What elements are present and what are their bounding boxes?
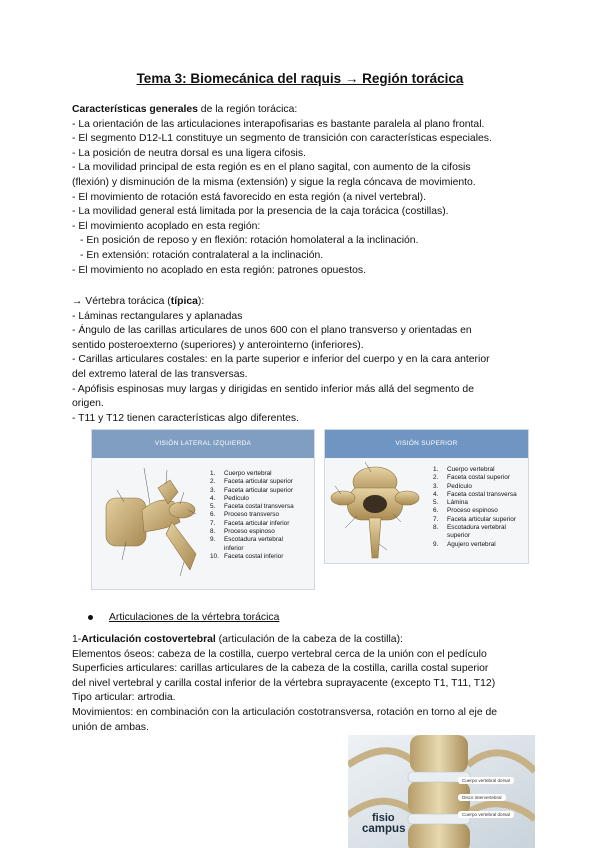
photo-label: Cuerpo vertebral dorsal [458,811,514,818]
vertebra-line: - Láminas rectangulares y aplanadas [72,310,243,322]
vertebra-heading-bold: típica [170,296,198,307]
vertebra-line: sentido posteroexterno (superiores) y anterointerno (inferiores). [72,339,364,351]
costovertebral-line: Tipo articular: artrodia. [72,692,176,704]
legend-item: 8. Escotadura vertebral [433,524,506,532]
general-line: - La movilidad principal de esta región es en el plano sagital, con aumento de la cifosis [72,162,471,174]
spine-photo [348,735,535,848]
general-heading [72,103,532,118]
legend-item: 1. Cuerpo vertebral [210,470,272,477]
costovertebral-heading: 1-Articulación costovertebral (articulación de la cabeza de la costilla): [72,634,403,645]
general-subline: - En extensión: rotación contralateral a la inclinación. [80,249,324,261]
general-subline: - En posición de reposo y en flexión: rotación homolateral a la inclinación. [80,235,419,247]
figure-superior-header: VISIÓN SUPERIOR [325,430,528,458]
general-section [72,103,532,278]
legend-item: 8. Proceso espinoso [210,528,275,536]
vertebra-heading-post: ): [197,296,205,307]
vertebra-line: - Ángulo de las carillas articulares de unos 600 con el plano transverso y orientadas en [72,325,472,337]
legend-item: 7. Faceta articular superior [433,515,516,523]
joints-bullet-text: Articulaciones de la vértebra torácica [109,612,280,623]
vertebra-line: del extremo lateral de las transversas. [72,368,248,380]
general-line: - El segmento D12-L1 constituye un segmento de transición con características especiales. [72,133,492,145]
legend-item: 5. Lámina [433,499,468,507]
costovertebral-section [72,633,534,735]
figure-lateral-view [91,429,315,590]
general-line: - El movimiento acoplado en esta región: [72,220,261,232]
legend-item: 1. Cuerpo vertebral [433,466,495,473]
photo-label: Disco intervertebral [458,794,506,801]
superior-legend [433,466,517,549]
legend-item: 10. Faceta costal inferior [210,552,284,560]
legend-item: 4. Faceta costal transversa [433,490,517,498]
general-heading-bold: Características generales [72,104,198,115]
general-line: - La movilidad general está limitada por la presencia de la caja torácica (costillas). [72,206,449,218]
legend-item: 6. Proceso espinoso [433,507,498,515]
general-line: - El movimiento de rotación está favorecido en esta región (a nivel vertebral). [72,191,427,203]
photo-label: Cuerpo vertebral dorsal [458,777,514,784]
costovertebral-heading-bold: Articulación costovertebral [81,634,216,645]
legend-item: 7. Faceta articular inferior [210,519,290,527]
joints-bullet [88,612,279,623]
legend-item: superior [447,532,471,540]
costovertebral-heading-rest: (articulación de la cabeza de la costilla): [215,634,403,645]
costovertebral-line: Superficies articulares: carillas articulares de la cabeza de la costilla, carilla costal superior [72,663,489,675]
costovertebral-line: unión de ambas. [72,721,149,733]
vertebra-heading [72,295,532,310]
vertebra-line: origen. [72,398,104,410]
general-line: - La posición de neutra dorsal es una ligera cifosis. [72,147,306,159]
legend-item: 5. Faceta costal transversa [210,503,294,511]
vertebra-heading-pre: → Vértebra torácica ( [72,296,171,307]
legend-item: inferior [224,544,244,552]
general-line: (flexión) y disminución de la misma (extensión) y sigue la regla cóncava de movimiento. [72,176,476,188]
legend-item: 2. Faceta costal superior [433,474,510,482]
bullet-icon [88,615,93,620]
general-line: - El movimiento no acoplado en esta región: patrones opuestos. [72,264,367,276]
legend-item: 2. Faceta articular superior [210,478,293,486]
legend-item: 6. Proceso transverso [210,511,280,519]
general-line: - La orientación de las articulaciones interapofisarias es bastante paralela al plano frontal. [72,118,485,130]
fisiocampus-logo: fisio campus [362,812,406,835]
costovertebral-line: Movimientos: en combinación con la articulación costotransversa, rotación en torno al eje de [72,706,498,718]
legend-item: 9. Escotadura vertebral [210,536,283,544]
lateral-legend [210,470,294,561]
legend-item: 4. Pedículo [210,494,249,502]
figure-superior-view [324,429,529,564]
vertebra-section [72,295,532,426]
legend-item: 3. Pedículo [433,482,472,490]
general-heading-rest: de la región torácica: [197,104,298,115]
vertebra-line: - Apófisis espinosas muy largas y dirigidas en sentido inferior más allá del segmento de [72,383,474,395]
vertebra-line: - Carillas articulares costales: en la parte superior e inferior del cuerpo y en la cara anterior [72,354,490,366]
vertebra-line: - T11 y T12 tienen características algo diferentes. [72,412,299,424]
costovertebral-line: Elementos óseos: cabeza de la costilla, cuerpo vertebral cerca de la unión con el pedículo [72,648,487,660]
page-title: Tema 3: Biomecánica del raquis → Región torácica [136,71,464,86]
figure-lateral-header: VISIÓN LATERAL IZQUIERDA [92,430,314,458]
legend-item: 3. Faceta articular superior [210,486,293,494]
legend-item: 9. Agujero vertebral [433,540,496,548]
costovertebral-line: del nivel vertebral y carilla costal inferior de la vértebra suprayacente (excepto T1, T11, T12) [72,677,496,689]
